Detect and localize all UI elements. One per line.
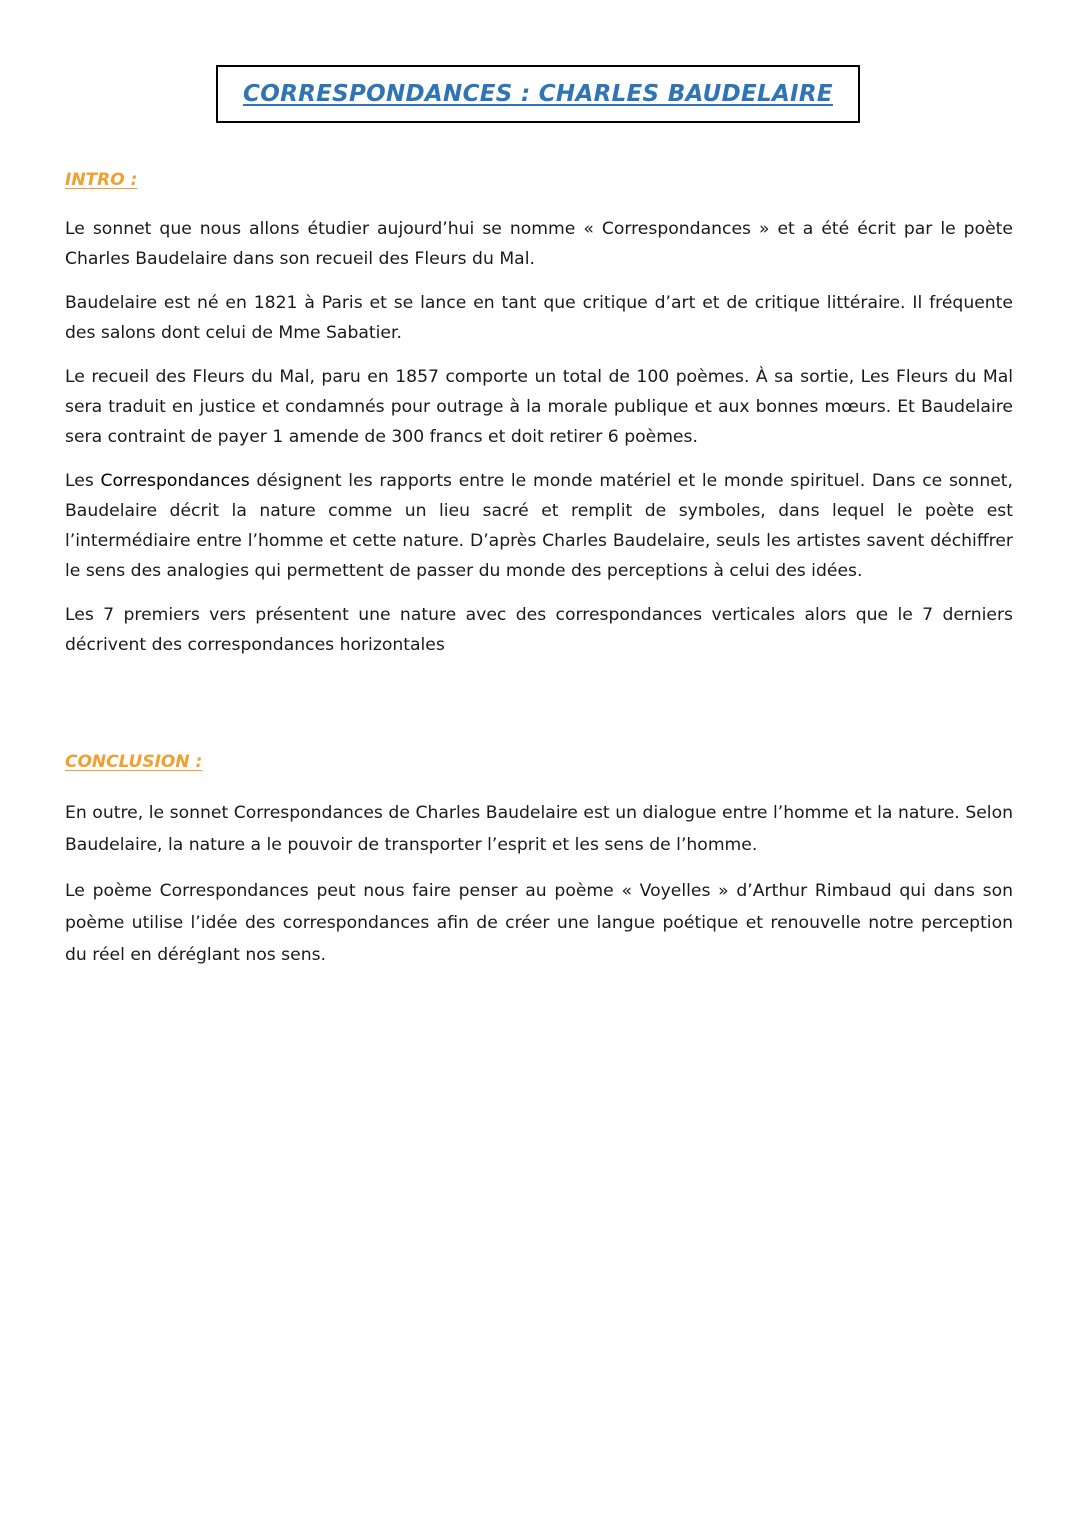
title-box bbox=[216, 65, 860, 123]
keyword-correspondances: Correspondances bbox=[100, 471, 250, 491]
intro-paragraph-4-rest: désignent les rapports entre le monde matériel et le monde spirituel. Dans ce sonnet, Baudelaire décrit la nature comme un lieu sacré et remplit de symboles, dans lequel le poète est l’intermédiaire entre l’homme et cette nature. D’après Charles Baudelaire, seuls les artistes savent déchiffrer le sens des analogies qui permettent de passer du monde des perceptions à celui des idées. bbox=[65, 471, 1013, 581]
intro-paragraph-5: Les 7 premiers vers présentent une nature avec des correspondances verticales alors que le 7 derniers décrivent des correspondances horizontales bbox=[65, 605, 1013, 655]
intro-paragraph-1: Le sonnet que nous allons étudier aujourd’hui se nomme « Correspondances » et a été écrit par le poète Charles Baudelaire dans son recueil des Fleurs du Mal. bbox=[65, 219, 1013, 269]
document-title: CORRESPONDANCES : CHARLES BAUDELAIRE bbox=[243, 81, 833, 107]
conclusion-paragraph-1: En outre, le sonnet Correspondances de Charles Baudelaire est un dialogue entre l’homme et la nature. Selon Baudelaire, la nature a le pouvoir de transporter l’esprit et les sens de l’homme. bbox=[65, 803, 1013, 855]
conclusion-paragraph-2: Le poème Correspondances peut nous faire penser au poème « Voyelles » d’Arthur Rimbaud qui dans son poème utilise l’idée des correspondances afin de créer une langue poétique et renouvelle notre perception du réel en déréglant nos sens. bbox=[65, 881, 1013, 965]
intro-heading: INTRO : bbox=[65, 170, 138, 190]
conclusion-section bbox=[65, 797, 1013, 985]
intro-paragraph-4-start: Les bbox=[65, 471, 101, 491]
conclusion-heading: CONCLUSION : bbox=[65, 752, 203, 772]
intro-paragraph-4 bbox=[65, 466, 1013, 586]
intro-section bbox=[65, 214, 1013, 674]
intro-paragraph-3: Le recueil des Fleurs du Mal, paru en 1857 comporte un total de 100 poèmes. À sa sortie, Les Fleurs du Mal sera traduit en justice et condamnés pour outrage à la morale publique et aux bonnes mœurs. Et Baudelaire sera contraint de payer 1 amende de 300 francs et doit retirer 6 poèmes. bbox=[65, 367, 1013, 447]
intro-paragraph-2: Baudelaire est né en 1821 à Paris et se lance en tant que critique d’art et de critique littéraire. Il fréquente des salons dont celui de Mme Sabatier. bbox=[65, 293, 1013, 343]
